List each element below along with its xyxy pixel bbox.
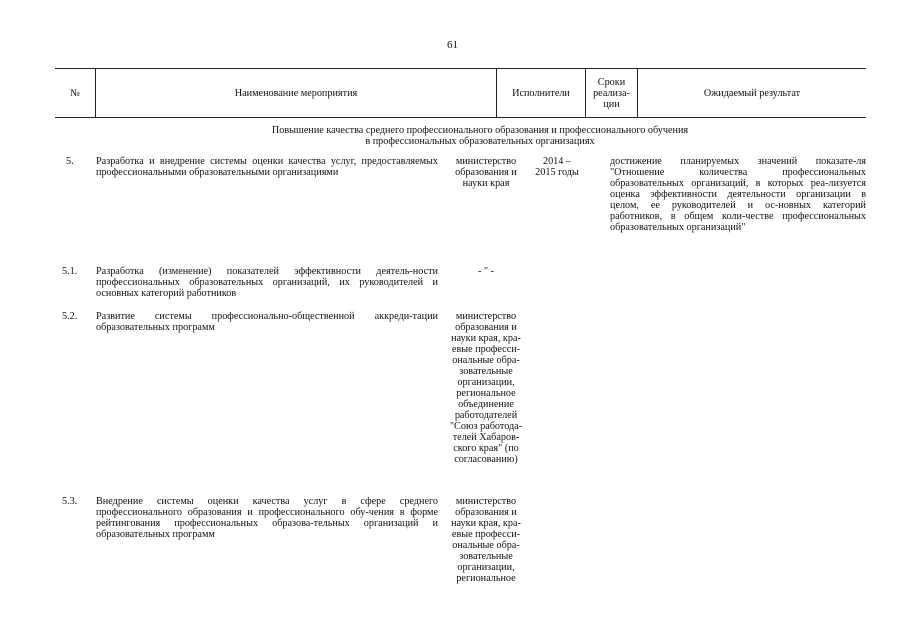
row-executors: министерство образования и науки края	[455, 156, 517, 189]
header-number: №	[70, 87, 80, 99]
row-expected-result: достижение планируемых значений показате-ля "Отношение количества профессиональных образовательных организаций, в которых реа-лизуется оценка эффективности деятельности организации в целом, ее руководителей и ос-новных категорий работников, в общем коли-честве профессиональных образовательных организаций"	[610, 156, 866, 233]
header-expected-result: Ожидаемый результат	[703, 87, 801, 99]
row-activity-name: Развитие системы профессионально-общественной аккреди-тации образовательных программ	[96, 311, 438, 333]
row-executors: министерство образования и науки края, кра- евые професси- ональные обра- зовательные организации, региональное объединение работодателей "Союз работода- телей Хабаров- ского края" (по согласованию)	[449, 311, 523, 465]
row-terms: 2014 – 2015 годы	[535, 156, 579, 178]
row-number: 5.1.	[62, 266, 78, 277]
table-header	[55, 68, 866, 118]
row-executors: министерство образования и науки края, кра- евые професси- ональные обра- зовательные организации, региональное	[451, 496, 521, 584]
header-executors: Исполнители	[512, 87, 570, 99]
header-activity-name: Наименование мероприятия	[234, 87, 358, 99]
page-number: 61	[447, 39, 458, 51]
row-activity-name: Внедрение системы оценки качества услуг в сфере среднего профессионального образования и профессионального обу-чения в форме рейтингования профессиональных образова-тельных организаций и образовательных программ	[96, 496, 438, 540]
row-activity-name: Разработка и внедрение системы оценки качества услуг, предоставляемых профессиональными образовательными организациями	[96, 156, 438, 178]
row-activity-name: Разработка (изменение) показателей эффективности деятель-ности профессиональных образовательных организаций, их руководителей и основных категорий работников	[96, 266, 438, 299]
row-number: 5.3.	[62, 496, 78, 507]
section-title: Повышение качества среднего профессионального образования и профессионального обучения в профессиональных образовательных организациях	[271, 125, 689, 147]
header-terms: Сроки реализа- ции	[593, 76, 630, 110]
row-executors: - " -	[477, 266, 495, 277]
row-number: 5.	[66, 156, 74, 167]
row-number: 5.2.	[62, 311, 78, 322]
